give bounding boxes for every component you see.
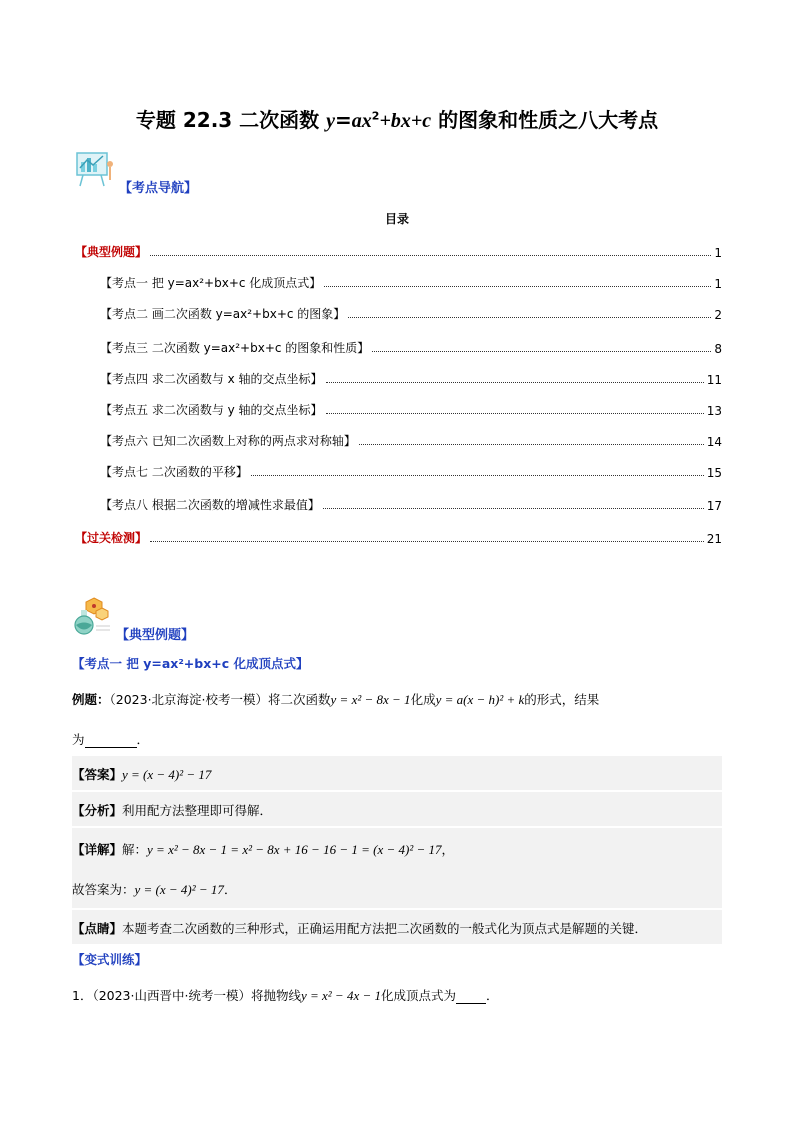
toc-item[interactable]	[75, 242, 722, 260]
toc-item-label: 【过关检测】	[75, 531, 148, 545]
toc-item-label: 【考点六 已知二次函数上对称的两点求对称轴】	[100, 434, 356, 448]
page-title	[0, 104, 794, 133]
toc-dot-leader	[251, 474, 704, 476]
example-formula-2: y = a(x − h)² + k	[435, 692, 525, 707]
toc-dot-leader	[323, 507, 704, 509]
analysis-label: 【分析】	[72, 803, 123, 818]
toc-item-page: 2	[714, 308, 722, 322]
toc-item[interactable]	[75, 528, 722, 546]
detail-prefix: 解：	[122, 842, 148, 857]
chemistry-flask-icon	[72, 596, 112, 636]
q1-period: ．	[486, 988, 499, 1003]
q1-end: 化成顶点式为	[381, 988, 457, 1003]
toc-item-page: 1	[714, 277, 722, 291]
example-end: 的形式，结果	[524, 692, 600, 707]
conclusion-prefix: 故答案为：	[72, 882, 135, 897]
example-line2-text: 为	[72, 732, 85, 747]
title-formula-sup: 2	[371, 109, 380, 123]
answer-blank	[85, 732, 137, 748]
q1-formula: y = x² − 4x − 1	[300, 988, 381, 1003]
toc-item-page: 17	[706, 499, 722, 513]
toc-dot-leader	[348, 316, 711, 318]
toc-item[interactable]	[100, 338, 722, 356]
analysis-box	[72, 792, 722, 826]
toc-item[interactable]	[100, 400, 722, 418]
comment-text: 本题考查二次函数的三种形式，正确运用配方法把二次函数的一般式化为顶点式是解题的关键．	[122, 921, 648, 936]
toc-item-label: 【考点二 画二次函数 y=ax²+bx+c 的图象】	[100, 307, 346, 321]
toc-item[interactable]	[100, 369, 722, 387]
toc-item[interactable]	[100, 431, 722, 449]
toc-item-page: 11	[706, 373, 722, 387]
analysis-text: 利用配方法整理即可得解．	[122, 803, 273, 818]
toc-item[interactable]	[100, 462, 722, 480]
toc-item[interactable]	[100, 273, 722, 291]
detail-box	[72, 828, 722, 908]
answer-label: 【答案】	[72, 767, 123, 782]
title-suffix: 的图象和性质之八大考点	[431, 108, 659, 132]
toc-item-label: 【典型例题】	[75, 245, 148, 259]
example-question	[72, 690, 599, 708]
nav-section	[75, 150, 375, 196]
comment-line	[72, 919, 647, 937]
toc-item[interactable]	[100, 304, 722, 322]
toc-item-label: 【考点一 把 y=ax²+bx+c 化成顶点式】	[100, 276, 322, 290]
nav-heading: 【考点导航】	[119, 181, 198, 196]
title-formula-eq: =	[335, 108, 352, 132]
toc-title: 目录	[384, 212, 409, 226]
examples-section-header	[72, 596, 372, 643]
detail-formula: y = x² − 8x − 1 = x² − 8x + 16 − 16 − 1 = (x − 4)² − 17	[147, 842, 442, 857]
answer-value: y = (x − 4)² − 17	[122, 767, 212, 782]
example-formula-1: y = x² − 8x − 1	[330, 692, 411, 707]
conclusion-formula: y = (x − 4)² − 17	[134, 882, 224, 897]
toc-item-label: 【考点七 二次函数的平移】	[100, 465, 248, 479]
toc-item-page: 8	[714, 342, 722, 356]
title-formula-rest: +bx+c	[379, 110, 432, 132]
toc-item-page: 1	[714, 246, 722, 260]
title-formula-ax: ax	[351, 110, 372, 132]
example-mid: 化成	[410, 692, 436, 707]
toc-dot-leader	[150, 540, 704, 542]
toc-item-label: 【考点五 求二次函数与 y 轴的交点坐标】	[100, 403, 323, 417]
toc-dot-leader	[150, 254, 711, 256]
q1-answer-blank	[456, 988, 486, 1004]
examples-heading: 【典型例题】	[116, 628, 195, 643]
comment-box	[72, 910, 722, 944]
toc-dot-leader	[326, 412, 704, 414]
example-period: ．	[136, 732, 150, 747]
toc-dot-leader	[324, 285, 711, 287]
toc-item-page: 13	[706, 404, 722, 418]
toc-dot-leader	[372, 350, 711, 352]
example-text: （2023·北京海淀·校考一模）将二次函数	[109, 692, 331, 707]
title-prefix: 专题 22.3 二次函数	[135, 108, 327, 132]
practice-heading: 【变式训练】	[72, 952, 148, 967]
example-label: 例题：	[72, 692, 110, 707]
q1-text: 1．（2023·山西晋中·统考一模）将抛物线	[72, 988, 301, 1003]
toc-item-label: 【考点八 根据二次函数的增减性求最值】	[100, 498, 320, 512]
toc-item-label: 【考点三 二次函数 y=ax²+bx+c 的图象和性质】	[100, 341, 370, 355]
answer-box	[72, 756, 722, 790]
detail-comma: ，	[441, 842, 455, 857]
presentation-board-icon	[75, 150, 115, 190]
toc-item-page: 15	[706, 466, 722, 480]
point-one-heading: 【考点一 把 y=ax²+bx+c 化成顶点式】	[72, 656, 309, 671]
detail-line	[72, 840, 454, 858]
answer-line	[72, 765, 211, 783]
toc-dot-leader	[359, 443, 704, 445]
practice-question-1	[72, 986, 499, 1004]
toc-item-page: 14	[706, 435, 722, 449]
example-question-line2	[72, 730, 149, 748]
toc-item-page: 21	[706, 532, 722, 546]
toc-item[interactable]	[100, 495, 722, 513]
detail-label: 【详解】	[72, 842, 123, 857]
toc-dot-leader	[326, 381, 704, 383]
title-formula-y: y	[326, 110, 336, 132]
analysis-line	[72, 801, 272, 819]
conclusion-period: ．	[223, 882, 237, 897]
conclusion-line	[72, 880, 236, 898]
comment-label: 【点睛】	[72, 921, 123, 936]
toc-item-label: 【考点四 求二次函数与 x 轴的交点坐标】	[100, 372, 323, 386]
